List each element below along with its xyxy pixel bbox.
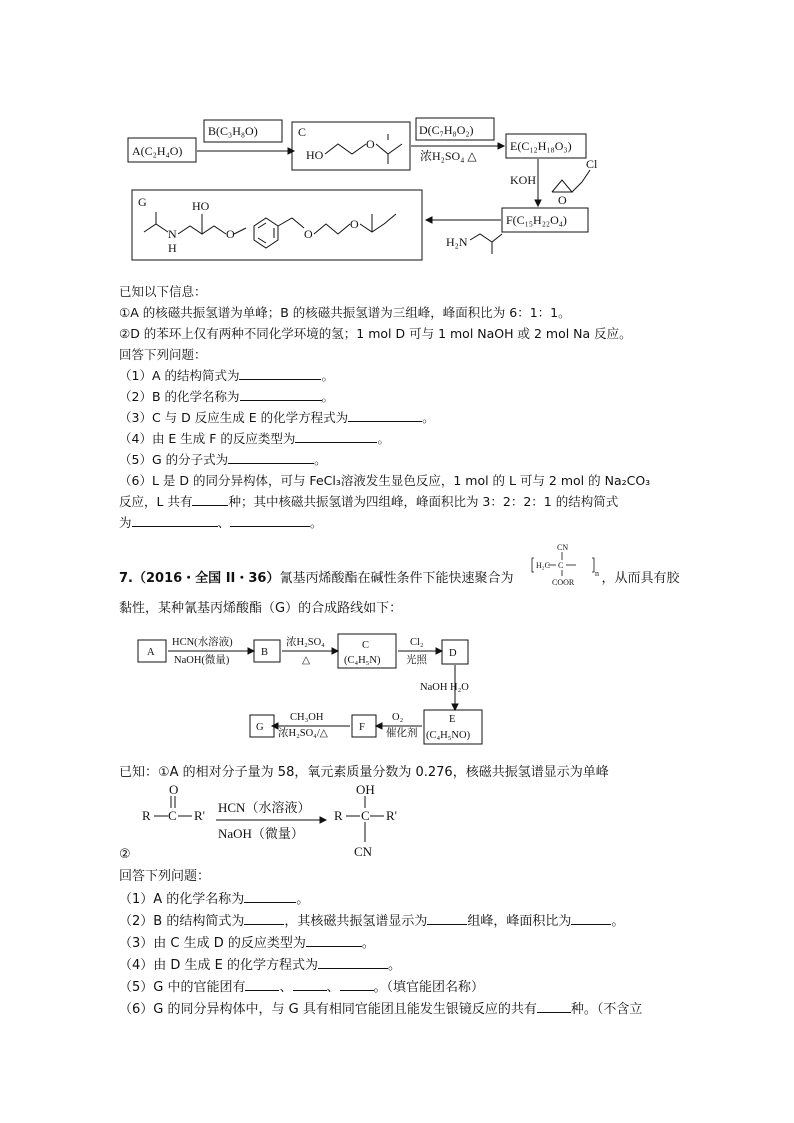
G-O2-label: O [304,227,313,241]
synthesis-scheme-1 [120,110,600,270]
route-r2-top: 浓H₂SO₄ [286,637,325,648]
known-7-info-2: ② [119,847,131,862]
compound-A-label: A(C₂H₄O) [132,144,183,158]
answer-blank[interactable] [228,451,314,464]
C-O-label: O [366,137,375,151]
separator: 、 [279,980,293,995]
question-2-text: （2）B 的化学名称为 [119,389,240,404]
q7-question-2 [119,912,624,931]
compound-G-label: G [138,195,147,209]
route-B: B [261,647,269,658]
route-r5-top: O₂ [392,712,404,723]
route-r1-top: HCN(水溶液) [172,637,233,648]
period: 。 [611,914,625,929]
answer-blank[interactable] [537,1000,571,1013]
q7-question-1 [119,890,309,909]
question-3 [119,409,435,427]
answer-blank[interactable] [244,890,296,903]
route-D: D [449,648,457,659]
rx-R: R [142,808,151,823]
question-6-line-2 [119,493,618,511]
period: 。 [310,515,323,530]
rx-top: HCN（水溶液） [218,800,311,815]
route-C: C [362,640,370,651]
answer-blank[interactable] [239,367,321,380]
route-A: A [147,647,155,658]
route-r3-top: Cl₂ [410,637,424,648]
answer-blank[interactable] [340,978,374,991]
condition-H2SO4: 浓H₂SO₄ △ [420,149,477,163]
answer-blank[interactable] [427,912,467,925]
route-E-formula: (C₄H₅NO) [426,730,471,741]
synthesis-scheme-2 [130,630,490,748]
question-6-text-c: 为 [119,515,132,530]
route-r3-bot: 光照 [406,655,427,666]
answer-blank[interactable] [348,409,422,422]
rx-product-C: C [361,808,370,823]
answer-blank[interactable] [192,493,228,506]
answer-blank[interactable] [306,934,362,947]
route-r6-top: CH₃OH [290,712,324,723]
q7-question-4-text: （4）由 D 生成 E 的化学方程式为 [119,958,319,973]
rx-O: O [169,782,179,797]
route-r1-bot: NaOH(微量) [174,655,230,666]
separator: 、 [217,515,231,530]
answer-blank[interactable] [245,978,279,991]
period: 。 [321,389,335,404]
answer-blank[interactable] [571,912,611,925]
separator: 、 [326,980,340,995]
q7-question-6-text-a: （6）G 的同分异构体中，与 G 具有相同官能团且能发生银镜反应的共有 [119,1002,537,1017]
compound-C-label: C [298,125,307,139]
polymer-C-label: C [558,561,564,570]
answer-blank[interactable] [230,514,310,527]
q7-question-4 [119,956,401,975]
compound-F-label: F(C₁₅H₂₂O₄) [506,213,567,227]
q7-question-2-text-a: （2）B 的结构简式为 [119,914,245,929]
G-N-label: N [168,227,177,241]
reagent-KOH: KOH [510,173,536,187]
question-1 [119,367,334,385]
route-F: F [359,722,365,733]
q7-question-6 [119,1000,642,1019]
q7-question-5 [119,978,484,997]
compound-E-label: E(C₁₂H₁₈O₃) [510,139,572,153]
rx-Rp: R' [194,808,206,823]
rx-product-R: R [334,808,343,823]
answer-blank[interactable] [318,956,388,969]
route-C-formula: (C₄H₅N) [344,655,381,666]
G-O1-label: O [226,227,235,241]
question-7-intro-tail: ，从而具有胶 [601,571,680,586]
rx-C: C [168,808,177,823]
polymer-n-label: n [595,569,599,578]
q7-question-3-text: （3）由 C 生成 D 的反应类型为 [119,936,306,951]
polymer-H2C-label: H₂C [536,561,550,570]
epoxide-O-label: O [558,193,567,207]
route-G: G [256,722,264,733]
polymer-structure [528,540,608,590]
C-HO-label: HO [306,148,324,162]
reagent-B-label: B(C₃H₈O) [208,124,258,138]
question-6-line-3 [119,514,323,532]
question-6-text-b: 种；其中核磁共振氢谱为四组峰，峰面积比为 3：2：2：1 的结构简式 [228,494,619,509]
period: 。 [377,431,390,446]
question-7-header: 7.（2016・全国 II・36） [119,571,280,586]
question-7-intro-text: 氰基丙烯酸酯在碱性条件下能快速聚合为 [279,571,514,586]
known-info-heading: 已知以下信息： [119,284,207,299]
answer-heading: 回答下列问题： [119,347,207,362]
polymer-COOR-label: COOR [552,578,575,587]
period: 。 [422,410,435,425]
period: 。 [314,452,327,467]
route-r5-bot: 催化剂 [386,728,418,739]
route-E: E [449,714,456,725]
G-HO-label: HO [192,199,210,213]
polymer-CN-label: CN [557,543,569,552]
answer-7-heading: 回答下列问题： [119,869,211,884]
question-1-text: （1）A 的结构简式为 [119,368,240,383]
question-5-text: （5）G 的分子式为 [119,452,229,467]
answer-blank[interactable] [240,388,322,401]
period: 。 [361,936,375,951]
known-7-info-1: 已知：①A 的相对分子量为 58，氧元素质量分数为 0.276，核磁共振氢谱显示为单峰 [119,765,609,780]
info-1: ①A 的核磁共振氢谱为单峰；B 的核磁共振氢谱为三组峰，峰面积比为 6：1：1。 [119,305,571,320]
question-4-text: （4）由 E 生成 F 的反应类型为 [119,431,296,446]
rx-product-CN: CN [354,844,373,859]
period: 。 [321,368,334,383]
q7-question-2-text-c: 组峰，峰面积比为 [467,914,572,929]
period: 。 [296,892,310,907]
reagent-D-label: D(C₇H₈O₂) [419,123,474,137]
q7-question-2-text-b: ，其核磁共振氢谱显示为 [284,914,428,929]
question-2 [119,388,334,406]
q7-question-5-text: （5）G 中的官能团有 [119,980,246,995]
question-7-intro-line-2: 黏性，某种氰基丙烯酸酯（G）的合成路线如下： [119,601,403,616]
G-H-label: H [168,241,177,255]
route-r6-bot: 浓H₂SO₄/△ [278,728,328,739]
question-5 [119,451,327,469]
chloro-label: Cl [586,157,598,171]
q7-question-1-text: （1）A 的化学名称为 [119,892,245,907]
rx-product-OH: OH [356,782,375,797]
cyanohydrin-reaction [140,782,420,862]
question-6-line-1: （6）L 是 D 的同分异构体，可与 FeCl₃溶液发生显色反应，1 mol 的 L 可与 2 mol 的 Na₂CO₃ [119,473,651,488]
question-4 [119,430,390,448]
amine-H2N-label: H₂N [446,235,468,249]
answer-blank[interactable] [244,912,284,925]
q7-question-3 [119,934,375,953]
route-r2-bot: △ [302,655,311,666]
q7-question-5-tail: 。（填官能团名称） [373,980,485,995]
G-O3-label: O [350,217,359,231]
question-6-text-a: 反应，L 共有 [119,494,193,509]
route-r4: NaOH H₂O [420,682,469,693]
info-2: ②D 的苯环上仅有两种不同化学环境的氢；1 mol D 可与 1 mol NaOH 或 2 mol Na 反应。 [119,326,632,341]
question-3-text: （3）C 与 D 反应生成 E 的化学方程式为 [119,410,349,425]
answer-blank[interactable] [132,514,218,527]
answer-blank[interactable] [293,978,327,991]
period: 。 [388,958,402,973]
rx-product-Rp: R' [386,808,398,823]
q7-question-6-text-b: 种。（不含立 [570,1002,643,1017]
rx-bot: NaOH（微量） [218,826,304,841]
answer-blank[interactable] [295,430,377,443]
